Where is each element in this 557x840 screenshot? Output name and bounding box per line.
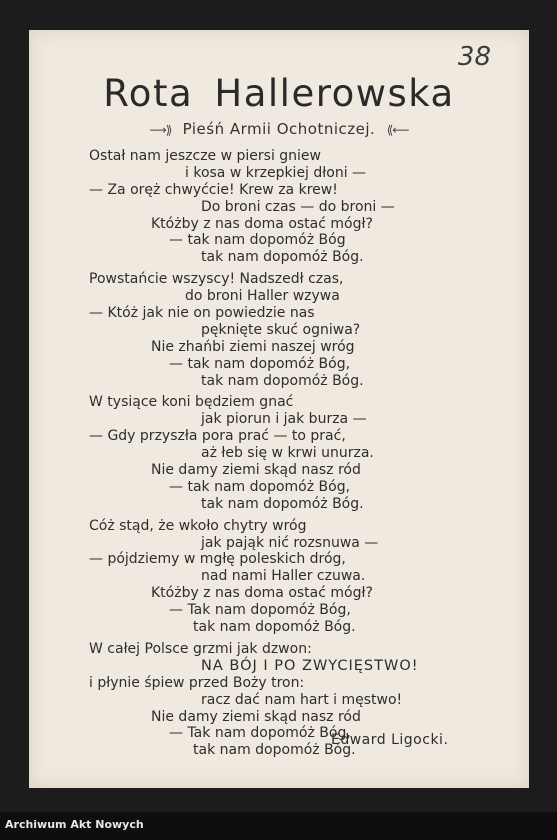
poem-line: — pójdziemy w mgłę poleskich dróg, <box>89 551 346 568</box>
poem-line: Nie zhańbi ziemi naszej wróg <box>151 338 355 355</box>
archive-label: Archiwum Akt Nowych <box>5 818 144 831</box>
poem-line: i kosa w krzepkiej dłoni — <box>185 164 367 181</box>
poem-line: W tysiące koni będziem gnać <box>89 394 294 411</box>
poem-body <box>29 148 529 759</box>
poem-line: pęknięte skuć ogniwa? <box>201 321 361 338</box>
poem-line: tak nam dopomóż Bóg. <box>201 249 364 266</box>
ornament-left-icon: ⟶⟫ <box>149 123 172 137</box>
poem-line: — tak nam dopomóż Bóg, <box>169 355 351 372</box>
poem-line: — Gdy przyszła pora prać — to prać, <box>89 428 346 445</box>
poem-line: Do broni czas — do broni — <box>201 198 395 215</box>
archive-footer <box>0 812 557 840</box>
poem-line: Nie damy ziemi skąd nasz ród <box>151 708 361 725</box>
subtitle <box>29 120 529 138</box>
poem-line: aż łeb się w krwi unurza. <box>201 445 374 462</box>
poem-line: Któżby z nas doma ostać mógł? <box>151 215 373 232</box>
subtitle-text: Pieśń Armii Ochotniczej. <box>182 120 376 138</box>
poem-line: — tak nam dopomóż Bóg <box>169 232 346 249</box>
poem-line: jak pająk nić rozsnuwa — <box>201 534 379 551</box>
poem-line: tak nam dopomóż Bóg. <box>193 742 356 759</box>
poem-line: nad nami Haller czuwa. <box>201 568 366 585</box>
poem-line: tak nam dopomóż Bóg. <box>201 495 364 512</box>
poem-line: tak nam dopomóż Bóg. <box>193 619 356 636</box>
poem-line: do broni Haller wzywa <box>185 288 340 305</box>
document-card <box>29 30 529 788</box>
poem-line: Któżby z nas doma ostać mógł? <box>151 585 373 602</box>
poem-line: — tak nam dopomóż Bóg, <box>169 478 351 495</box>
poem-line: W całej Polsce grzmi jak dzwon: <box>89 640 312 657</box>
poem-line-emphasis: NA BÓJ I PO ZWYCIĘSTWO! <box>201 657 419 674</box>
poem-line: jak piorun i jak burza — <box>201 411 367 428</box>
page-number: 38 <box>457 42 491 72</box>
poem-line: Powstańcie wszyscy! Nadszedł czas, <box>89 271 344 288</box>
poem-line: racz dać nam hart i męstwo! <box>201 691 403 708</box>
poem-line: Ostał nam jeszcze w piersi gniew <box>89 148 321 164</box>
poem-line: Cóż stąd, że wkoło chytry wróg <box>89 517 307 534</box>
poem-line: — Tak nam dopomóż Bóg, <box>169 725 351 742</box>
poem-line: i płynie śpiew przed Boży tron: <box>89 674 305 691</box>
poem-line: — Za oręż chwyćcie! Krew za krew! <box>89 181 338 198</box>
author-signature: Edward Ligocki. <box>331 732 449 748</box>
poem-line: tak nam dopomóż Bóg. <box>201 372 364 389</box>
poem-line: — Tak nam dopomóż Bóg, <box>169 602 351 619</box>
poem-line: — Któż jak nie on powiedzie nas <box>89 305 315 322</box>
page-title: Rota Hallerowska <box>103 72 455 115</box>
poem-line: Nie damy ziemi skąd nasz ród <box>151 462 361 479</box>
ornament-right-icon: ⟪⟵ <box>386 123 409 137</box>
